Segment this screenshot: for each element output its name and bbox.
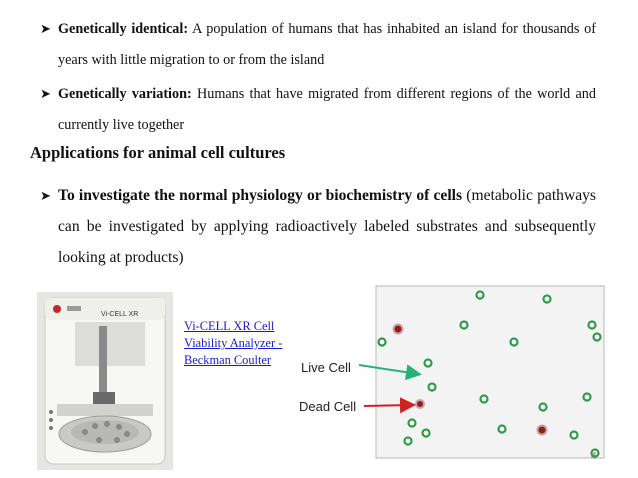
dead-cell-label: Dead Cell [299,399,357,414]
bullet-term: Genetically variation: [58,86,192,102]
slide-number: 4 [591,451,597,462]
arrow-bullet-icon: ➤ [40,188,51,203]
cell-analyzer-image [37,292,173,470]
bullet-genetically-variation [40,79,596,141]
bullet-text: A population of humans that has inhabited an island for thousands of years with little migration to or from the island [58,21,596,68]
caption-line: Beckman Coulter [184,353,272,367]
bullet-application [40,180,596,273]
bullet-text: Humans that have migrated from different regions of the world and currently live together [58,86,596,133]
dead-cell-arrow [364,405,412,406]
cell-viability-figure [292,282,610,462]
bullet-genetically-identical [40,14,596,76]
section-heading: Applications for animal cell cultures [30,143,286,162]
bullet-term: Genetically identical: [58,21,189,37]
arrow-bullet-icon: ➤ [40,86,51,101]
machine-label: Vi-CELL XR [101,311,139,318]
caption-line: Viability Analyzer - [184,336,283,350]
live-cell-label: Live Cell [301,360,351,375]
application-term: To investigate the normal physiology or biochemistry of cells [58,187,463,204]
arrow-bullet-icon: ➤ [40,21,51,36]
application-text: (metabolic pathways can be investigated by applying radioactively labeled substrates and subsequently looking at products) [58,187,596,266]
analyzer-caption-link[interactable] [184,318,304,369]
caption-line: Vi-CELL XR Cell [184,319,275,333]
